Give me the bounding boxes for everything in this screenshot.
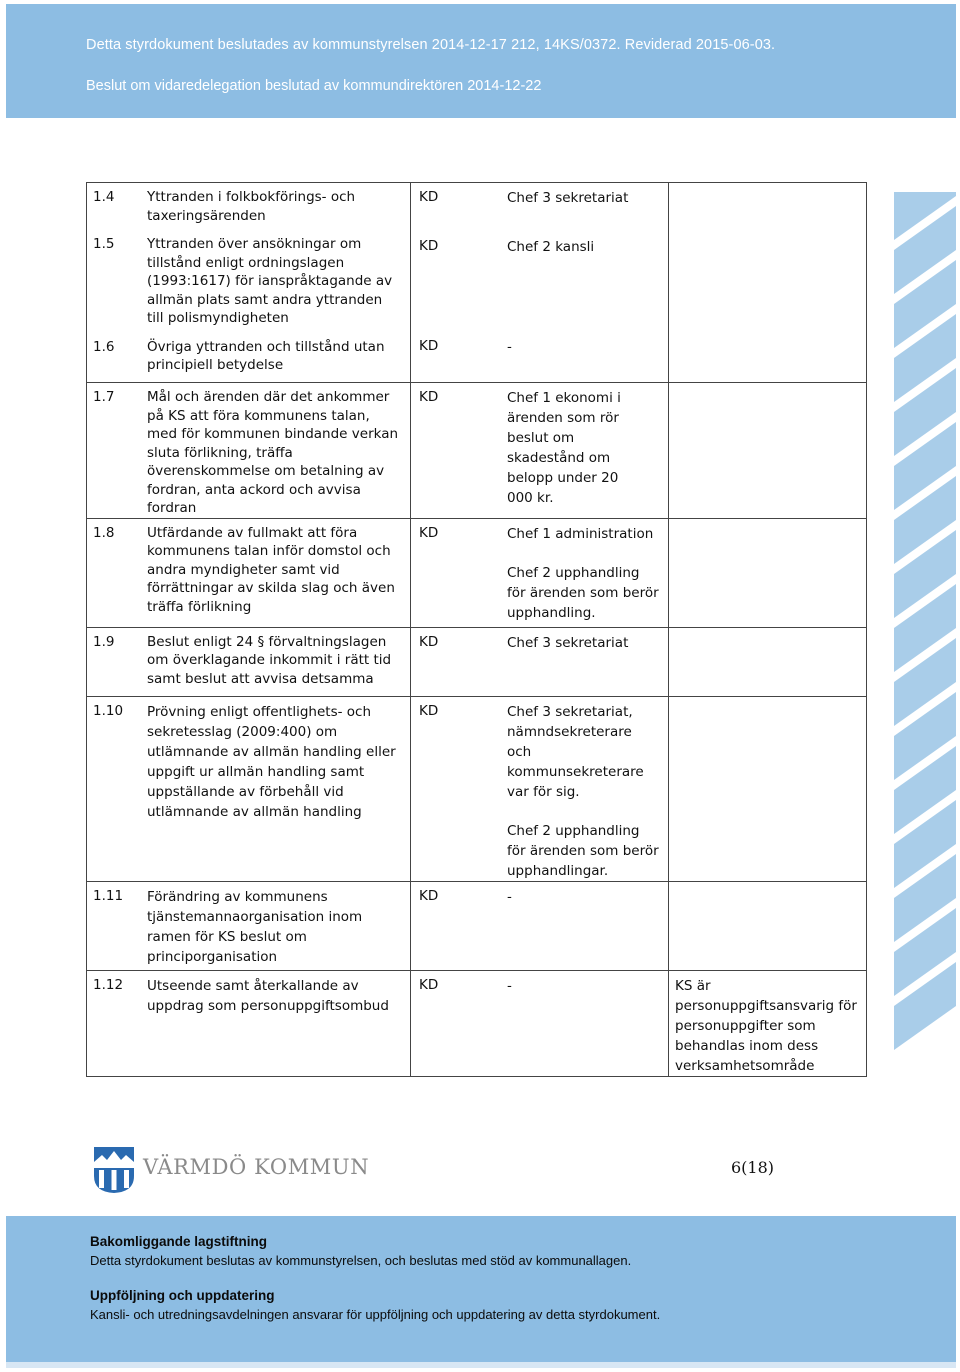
decision-maker: KD (419, 633, 439, 650)
list-item (87, 882, 410, 967)
decorative-stripes (894, 192, 956, 1052)
item-number: 1.4 (93, 189, 115, 205)
list-item (87, 971, 410, 1016)
item-text: Utfärdande av fullmakt att föra kommunens talan inför domstol och andra myndigheter samt vid förrättningar av skilda slag och även träffa förlikning (147, 524, 395, 615)
item-text: Beslut enligt 24 § förvaltningslagen om överklagande inkommit i rätt tid samt beslut att avvisa detsamma (147, 633, 392, 687)
delegate-cell (411, 518, 669, 627)
table-row (87, 383, 867, 519)
comment (669, 183, 866, 188)
item-text: Yttranden i folkbokförings- och taxeringsärenden (147, 189, 356, 224)
delegate-cell (411, 627, 669, 696)
decision-line (411, 208, 668, 257)
comment-cell (669, 881, 867, 970)
page-number: 6(18) (731, 1158, 775, 1177)
item-number: 1.10 (93, 702, 124, 719)
header-decision-text: Detta styrdokument beslutades av kommunstyrelsen 2014-12-17 212, 14KS/0372. Reviderad 2015-06-03. (86, 37, 776, 53)
decision-line (411, 183, 668, 208)
decision-line (411, 257, 668, 357)
comment (669, 383, 866, 388)
table-row (87, 970, 867, 1076)
comment-cell (669, 183, 867, 383)
delegation-table (86, 182, 867, 1077)
logo (93, 1146, 370, 1196)
decision-line (411, 628, 668, 653)
comment: KS är personuppgiftsansvarig för personuppgifter som behandlas inom dess verksamhetsområde (675, 977, 857, 1074)
header-banner (6, 4, 956, 118)
table-row (87, 518, 867, 627)
table-row (87, 627, 867, 696)
comment (669, 519, 866, 524)
item-text: Yttranden över ansökningar om tillstånd enligt ordningslagen (1993:1617) för ianspråktagande av allmän plats samt andra yttranden till polismyndigheten (147, 236, 393, 326)
decision-maker: KD (419, 189, 439, 205)
decision-maker: KD (419, 338, 439, 354)
decision-maker: KD (419, 976, 439, 993)
coat-of-arms-icon (93, 1146, 135, 1194)
list-item (87, 628, 410, 689)
delegate: - (507, 977, 512, 994)
comment (669, 628, 866, 633)
decision-maker: KD (419, 702, 439, 719)
item-number: 1.9 (93, 633, 115, 650)
logo-text: VÄRMDÖ KOMMUN (143, 1155, 370, 1179)
footer-banner (6, 1216, 956, 1362)
decision-line (411, 882, 668, 907)
footer-text-followup: Kansli- och utredningsavdelningen ansvarar för uppföljning och uppdatering av detta styrdokument. (90, 1307, 661, 1322)
item-number: 1.5 (93, 236, 115, 252)
item-text: Prövning enligt offentlighets- och sekretesslag (2009:400) om utlämnande av allmän handling eller uppgift ur allmän handling samt uppställande av förbehåll vid utlämnande av allmän handling (147, 703, 396, 820)
item-text: Mål och ärenden där det ankommer på KS att föra kommunens talan, med för kommunen bindande verkan sluta förlikning, träffa överenskommelse om betalning av fordran, anta ackord och avvisa fordran (147, 389, 399, 516)
table-row (87, 881, 867, 970)
decision-line (411, 383, 668, 508)
list-item (87, 519, 410, 617)
list-item (87, 328, 410, 375)
item-text: Övriga yttranden och tillstånd utan principiell betydelse (147, 338, 385, 373)
item-number: 1.11 (93, 887, 124, 904)
comment-cell (669, 518, 867, 627)
item-text: Utseende samt återkallande av uppdrag som personuppgiftsombud (147, 977, 389, 1014)
list-item (87, 225, 410, 328)
matter-cell (87, 627, 411, 696)
item-number: 1.8 (93, 524, 115, 541)
decision-line (411, 519, 668, 623)
delegate-cell (411, 383, 669, 519)
comment-cell (669, 970, 867, 1076)
item-number: 1.6 (93, 338, 115, 355)
matter-cell (87, 183, 411, 383)
footer-text-legislation: Detta styrdokument beslutas av kommunstyrelsen, och beslutas med stöd av kommunallagen. (90, 1253, 632, 1268)
decision-maker: KD (419, 389, 439, 405)
delegate-text: Chef 3 sekretariat, nämndsekreterare och kommunsekreterare var för sig. (507, 703, 644, 800)
delegate-text: Chef 2 upphandling för ärenden som berör upphandlingar. (507, 822, 659, 879)
table-row (87, 696, 867, 881)
comment (669, 697, 866, 702)
delegate-text: Chef 1 administration (507, 525, 654, 542)
matter-cell (87, 970, 411, 1076)
header-delegation-text: Beslut om vidaredelegation beslutad av kommundirektören 2014-12-22 (86, 78, 542, 94)
item-text: Förändring av kommunens tjänstemannaorganisation inom ramen för KS beslut om principorganisation (147, 888, 363, 965)
decision-maker: KD (419, 524, 439, 541)
decision-maker: KD (419, 238, 439, 254)
delegate-cell (411, 696, 669, 881)
decision-line (411, 697, 668, 881)
delegate: Chef 3 sekretariat (507, 634, 629, 651)
footer-heading-legislation: Bakomliggande lagstiftning (90, 1234, 268, 1249)
comment-cell (669, 627, 867, 696)
delegate: Chef 3 sekretariat (507, 190, 629, 206)
delegate: - (507, 339, 512, 355)
table-row (87, 183, 867, 383)
comment (669, 882, 866, 887)
list-item (87, 697, 410, 822)
decision-line (411, 971, 668, 996)
delegate-text: Chef 2 upphandling för ärenden som berör upphandling. (507, 564, 659, 621)
item-number: 1.12 (93, 976, 124, 993)
footer-strip (6, 1362, 956, 1368)
delegate (507, 388, 660, 508)
footer-heading-followup: Uppföljning och uppdatering (90, 1288, 275, 1303)
matter-cell (87, 518, 411, 627)
decision-maker: KD (419, 887, 439, 904)
list-item (87, 183, 410, 225)
delegate-cell (411, 183, 669, 383)
delegate-cell (411, 970, 669, 1076)
comment-cell (669, 383, 867, 519)
delegate-cell (411, 881, 669, 970)
delegate (507, 702, 660, 881)
delegate: Chef 2 kansli (507, 239, 595, 255)
delegate: - (507, 888, 512, 905)
delegate-text: Chef 1 ekonomi i ärenden som rör beslut om skadestånd om belopp under 20 000 kr. (507, 390, 621, 506)
matter-cell (87, 696, 411, 881)
item-number: 1.7 (93, 389, 115, 405)
delegate (507, 524, 660, 623)
matter-cell (87, 881, 411, 970)
list-item (87, 383, 410, 518)
comment-cell (669, 696, 867, 881)
matter-cell (87, 383, 411, 519)
